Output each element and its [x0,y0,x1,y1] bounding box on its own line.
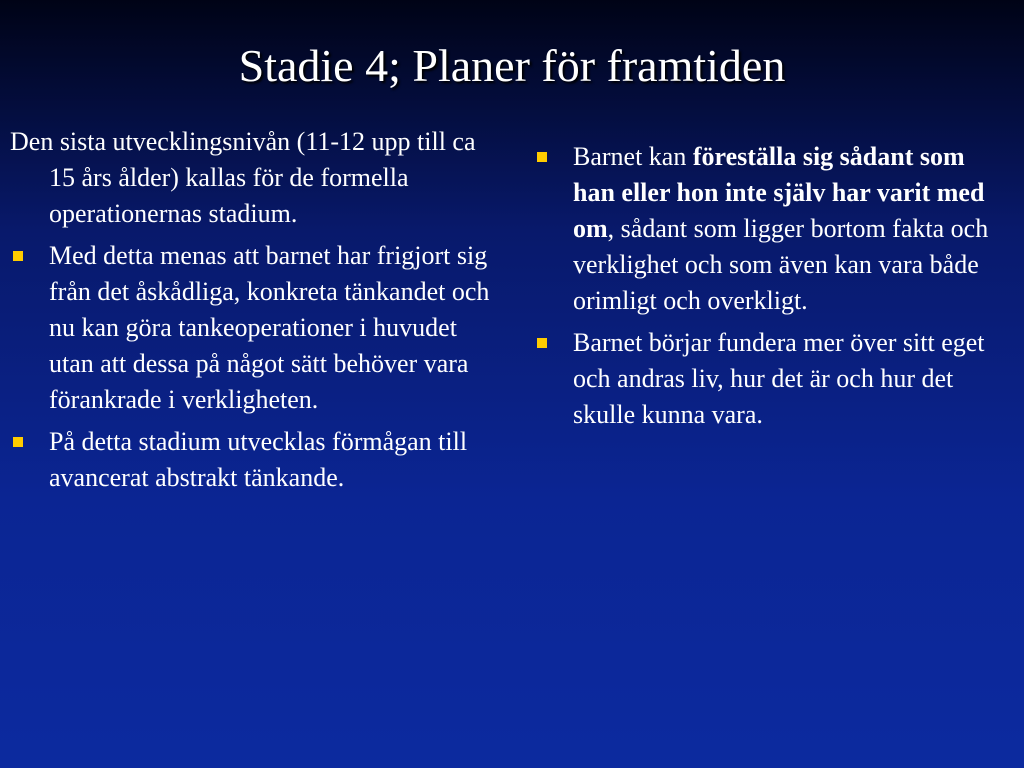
slide-title: Stadie 4; Planer för framtiden [238,40,786,91]
bullet-text-suffix: , sådant som ligger bortom fakta och verklighet och som även kan vara både orimligt och overkligt. [573,214,989,315]
square-bullet-icon [13,251,23,261]
intro-paragraph: Den sista utvecklingsnivån (11-12 upp till ca 15 års ålder) kallas för de formella operationernas stadium. [10,127,476,228]
square-bullet-icon [13,437,23,447]
square-bullet-icon [537,338,547,348]
list-item [534,139,996,319]
square-bullet-icon [537,152,547,162]
left-text-column [10,124,490,502]
bullet-text: Barnet börjar fundera mer över sitt eget och andras liv, hur det är och hur det skulle kunna vara. [573,328,985,429]
bullet-text: Med detta menas att barnet har frigjort sig från det åskådliga, konkreta tänkandet och nu kan göra tankeoperationer i huvudet utan att dessa på något sätt behöver vara förankrade i verkligheten. [49,241,490,414]
list-item [10,238,490,418]
list-item [10,424,490,496]
right-text-column [534,139,996,439]
list-item [534,325,996,433]
bullet-text: På detta stadium utvecklas förmågan till avancerat abstrakt tänkande. [49,427,468,492]
bullet-text-prefix: Barnet kan [573,142,693,171]
bullet-text-emphasis: föreställa sig sådant som han eller hon inte själv har varit med om [573,142,985,243]
